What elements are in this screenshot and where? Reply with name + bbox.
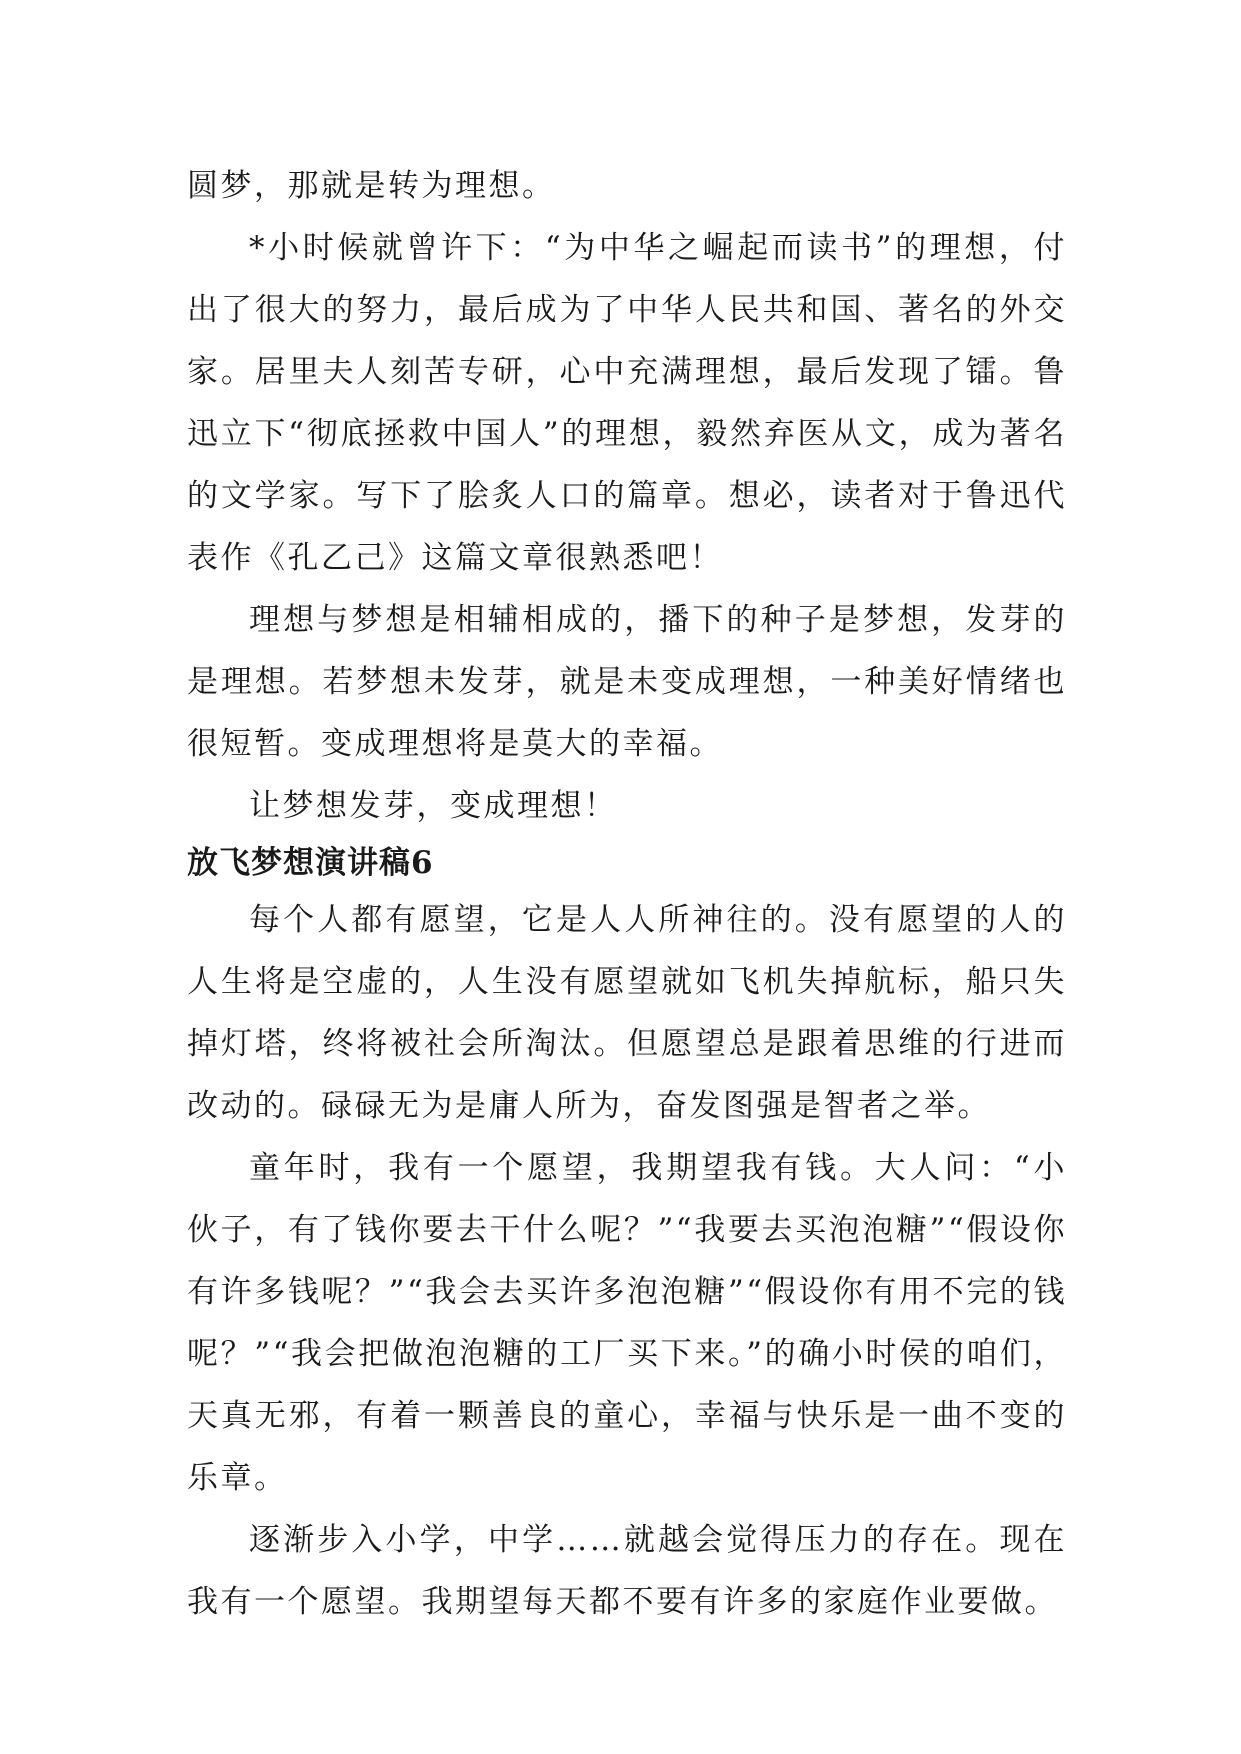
paragraph: 童年时，我有一个愿望，我期望我有钱。大人问：“小伙子，有了钱你要去干什么呢？”“我要去买泡泡糖”“假设你有许多钱呢？”“我会去买许多泡泡糖”“假设你有用不完的钱呢？”“我会把做泡泡糖的工厂买下来。”的确小时侯的咱们，天真无邪，有着一颗善良的童心，幸福与快乐是一曲不变的乐章。 [187, 1150, 1067, 1496]
paragraph: *小时候就曾许下：“为中华之崛起而读书”的理想，付出了很大的努力，最后成为了中华人民共和国、著名的外交家。居里夫人刻苦专研，心中充满理想，最后发现了镭。鲁迅立下“彻底拯救中国人”的理想，毅然弃医从文，成为著名的文学家。写下了脍炙人口的篇章。想必，读者对于鲁迅代表作《孔乙己》这篇文章很熟悉吧！ [187, 230, 1067, 576]
paragraph: 圆梦，那就是转为理想。 [187, 168, 556, 204]
paragraph: 理想与梦想是相辅相成的，播下的种子是梦想，发芽的是理想。若梦想未发芽，就是未变成理想，一种美好情绪也很短暂。变成理想将是莫大的幸福。 [187, 602, 1067, 762]
section-title: 放飞梦想演讲稿6 [187, 845, 434, 881]
paragraph: 逐渐步入小学，中学……就越会觉得压力的存在。现在我有一个愿望。我期望每天都不要有许多的家庭作业要做。 [187, 1522, 1067, 1620]
paragraph: 每个人都有愿望，它是人人所神往的。没有愿望的人的人生将是空虚的，人生没有愿望就如飞机失掉航标，船只失掉灯塔，终将被社会所淘汰。但愿望总是跟着思维的行进而改动的。碌碌无为是庸人所为，奋发图强是智者之举。 [187, 902, 1067, 1124]
paragraph: 让梦想发芽，变成理想！ [249, 788, 618, 824]
document-body [187, 155, 1067, 1633]
